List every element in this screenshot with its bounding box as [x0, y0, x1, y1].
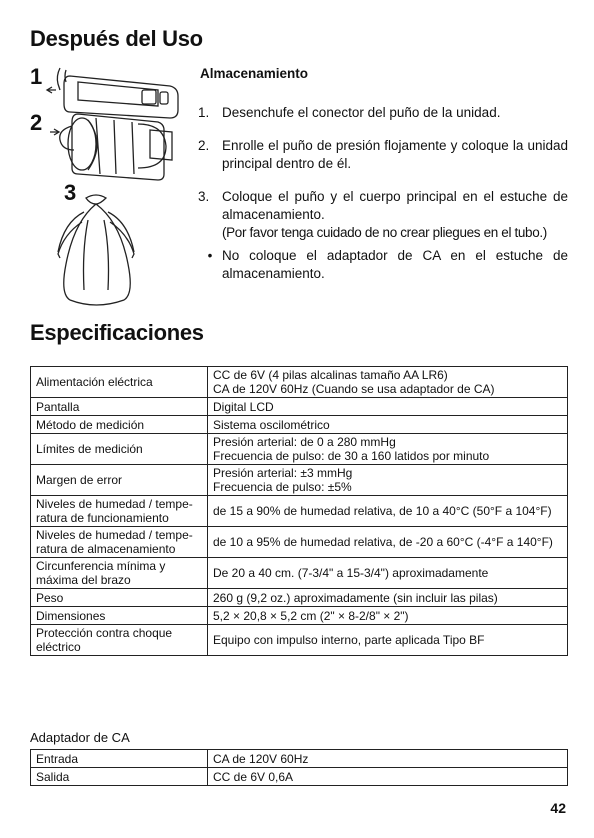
row-value [208, 496, 568, 527]
table-row [31, 398, 568, 416]
row-value [208, 768, 568, 786]
value-line: 260 g (9,2 oz.) aproximadamente (sin incluir las pilas) [213, 590, 498, 605]
row-label: Niveles de humedad / tempe-ratura de almacenamiento [31, 527, 208, 558]
value-line: Sistema oscilométrico [213, 417, 330, 432]
table-row [31, 750, 568, 768]
row-label: Margen de error [31, 465, 208, 496]
step-item [198, 137, 568, 173]
step-text: Coloque el puño y el cuerpo principal en el estuche de almacenamiento. [222, 189, 568, 222]
step-item [198, 104, 568, 122]
table-row [31, 367, 568, 398]
storage-illustration [26, 60, 196, 310]
row-label: Pantalla [31, 398, 208, 416]
row-value [208, 589, 568, 607]
table-row [31, 434, 568, 465]
row-label: Alimentación eléctrica [31, 367, 208, 398]
value-line: 5,2 × 20,8 × 5,2 cm (2" × 8-2/8" × 2") [213, 608, 409, 623]
value-line: Frecuencia de pulso: ±5% [213, 480, 352, 494]
row-label: Dimensiones [31, 607, 208, 625]
row-label: Peso [31, 589, 208, 607]
step-text: Desenchufe el conector del puño de la unidad. [222, 105, 501, 120]
row-label: Límites de medición [31, 434, 208, 465]
value-line: Digital LCD [213, 399, 274, 414]
table-row [31, 558, 568, 589]
value-line: de 10 a 95% de humedad relativa, de -20 a 60°C (-4°F a 140°F) [213, 535, 553, 549]
illustration-number-2: 2 [30, 110, 43, 135]
specifications-table [30, 366, 568, 656]
row-label: Circunferencia mínima y máxima del brazo [31, 558, 208, 589]
table-row [31, 589, 568, 607]
section-title-specifications: Especificaciones [30, 320, 204, 345]
row-value [208, 398, 568, 416]
table-row [31, 465, 568, 496]
step-text: Enrolle el puño de presión flojamente y coloque la unidad principal dentro de él. [222, 138, 568, 171]
bullet-item [198, 247, 568, 283]
row-value [208, 465, 568, 496]
storage-subtitle: Almacenamiento [200, 66, 309, 81]
step-text-block [222, 188, 568, 242]
table-row [31, 768, 568, 786]
value-line: CA de 120V 60Hz [213, 751, 309, 766]
illustration-number-3: 3 [64, 180, 77, 205]
row-value [208, 750, 568, 768]
step-item [198, 188, 568, 242]
illustration-number-1: 1 [30, 64, 43, 89]
value-line: Frecuencia de pulso: de 30 a 160 latidos por minuto [213, 449, 490, 463]
table-row [31, 607, 568, 625]
section-title-after-use: Después del Uso [30, 26, 203, 51]
row-value [208, 558, 568, 589]
monitor-cuff-bag-drawing [26, 60, 196, 310]
adapter-title: Adaptador de CA [30, 730, 130, 745]
value-line: de 15 a 90% de humedad relativa, de 10 a 40°C (50°F a 104°F) [213, 504, 552, 518]
value-line: CC de 6V (4 pilas alcalinas tamaño AA LR6) [213, 368, 448, 382]
page-number: 42 [550, 800, 566, 816]
row-value [208, 434, 568, 465]
step-number: 2. [198, 138, 210, 153]
row-label: Método de medición [31, 416, 208, 434]
table-row [31, 625, 568, 656]
step-number: 3. [198, 189, 210, 204]
row-label: Salida [31, 768, 208, 786]
row-label: Niveles de humedad / tempe-ratura de funcionamiento [31, 496, 208, 527]
step-note: (Por favor tenga cuidado de no crear pliegues en el tubo.) [222, 225, 547, 240]
row-label: Protección contra choque eléctrico [31, 625, 208, 656]
value-line: Presión arterial: ±3 mmHg [213, 466, 353, 480]
storage-steps [198, 104, 568, 283]
table-row [31, 416, 568, 434]
row-value [208, 367, 568, 398]
value-line: De 20 a 40 cm. (7-3/4" a 15-3/4") aproximadamente [213, 566, 489, 580]
row-value [208, 527, 568, 558]
value-line: Presión arterial: de 0 a 280 mmHg [213, 435, 396, 449]
value-line: Equipo con impulso interno, parte aplicada Tipo BF [213, 633, 485, 647]
adapter-table [30, 749, 568, 786]
row-value [208, 416, 568, 434]
bullet-text: No coloque el adaptador de CA en el estuche de almacenamiento. [222, 248, 568, 281]
table-row [31, 496, 568, 527]
row-label: Entrada [31, 750, 208, 768]
step-number: 1. [198, 105, 210, 120]
value-line: CA de 120V 60Hz (Cuando se usa adaptador de CA) [213, 382, 495, 396]
bullet-symbol: • [207, 248, 213, 263]
table-row [31, 527, 568, 558]
value-line: CC de 6V 0,6A [213, 769, 294, 784]
row-value [208, 625, 568, 656]
row-value [208, 607, 568, 625]
